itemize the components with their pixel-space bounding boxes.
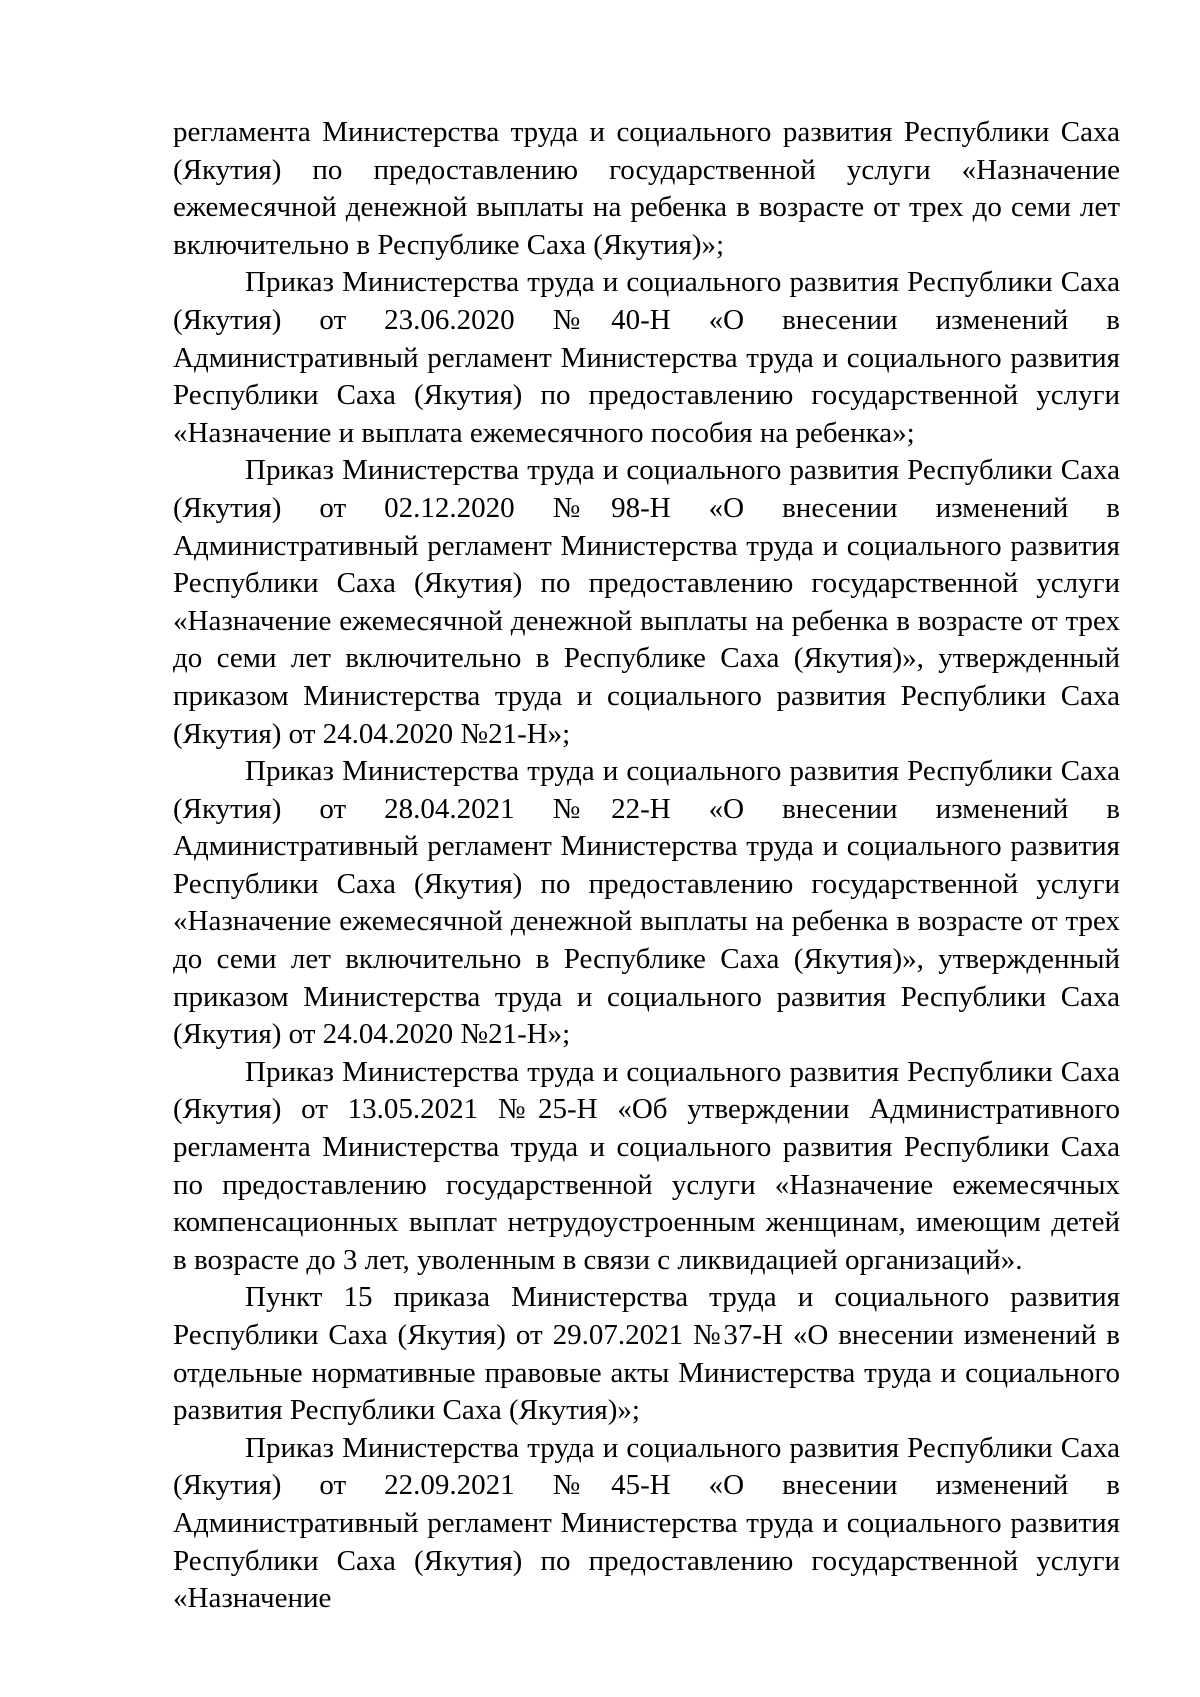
paragraph-order-22n: Приказ Министерства труда и социального развития Республики Саха (Якутия) от 28.04.2021 №22-Н «О внесении изменений в Административный регламент Министерства труда и социального развития Республики Саха (Якутия) по предоставлению государственной услуги «Назначение ежемесячной денежной выплаты на ребенка в возрасте от трех до семи лет включительно в Республике Саха (Якутия)», утвержденный приказом Министерства труда и социального развития Республики Саха (Якутия) от 24.04.2020 №21-Н»; [173,755,1120,1051]
paragraph-continued: регламента Министерства труда и социального развития Республики Саха (Якутия) по предоставлению государственной услуги «Назначение ежемесячной денежной выплаты на ребенка в возрасте от трех до семи лет включительно в Республике Саха (Якутия)»; [173,116,1120,261]
paragraph-order-40n: Приказ Министерства труда и социального развития Республики Саха (Якутия) от 23.06.2020 №40-Н «О внесении изменений в Административный регламент Министерства труда и социального развития Республики Саха (Якутия) по предоставлению государственной услуги «Назначение и выплата ежемесячного пособия на ребенка»; [173,266,1120,449]
paragraph-order-45n: Приказ Министерства труда и социального развития Республики Саха (Якутия) от 22.09.2021 №45-Н «О внесении изменений в Административный регламент Министерства труда и социального развития Республики Саха (Якутия) по предоставлению государственной услуги «Назначение [173,1431,1120,1615]
paragraph-order-98n: Приказ Министерства труда и социального развития Республики Саха (Якутия) от 02.12.2020 №98-Н «О внесении изменений в Административный регламент Министерства труда и социального развития Республики Саха (Якутия) по предоставлению государственной услуги «Назначение ежемесячной денежной выплаты на ребенка в возрасте от трех до семи лет включительно в Республике Саха (Якутия)», утвержденный приказом Министерства труда и социального развития Республики Саха (Якутия) от 24.04.2020 №21-Н»; [173,454,1120,750]
document-body [173,114,1120,1618]
paragraph-item-15-order-37n: Пункт 15 приказа Министерства труда и социального развития Республики Саха (Якутия) от 29.07.2021 №37-Н «О внесении изменений в отдельные нормативные правовые акты Министерства труда и социального развития Республики Саха (Якутия)»; [173,1281,1120,1427]
paragraph-order-25n: Приказ Министерства труда и социального развития Республики Саха (Якутия) от 13.05.2021 №25-Н «Об утверждении Административного регламента Министерства труда и социального развития Республики Саха по предоставлению государственной услуги «Назначение ежемесячных компенсационных выплат нетрудоустроенным женщинам, имеющим детей в возрасте до 3 лет, уволенным в связи с ликвидацией организаций». [173,1055,1120,1276]
